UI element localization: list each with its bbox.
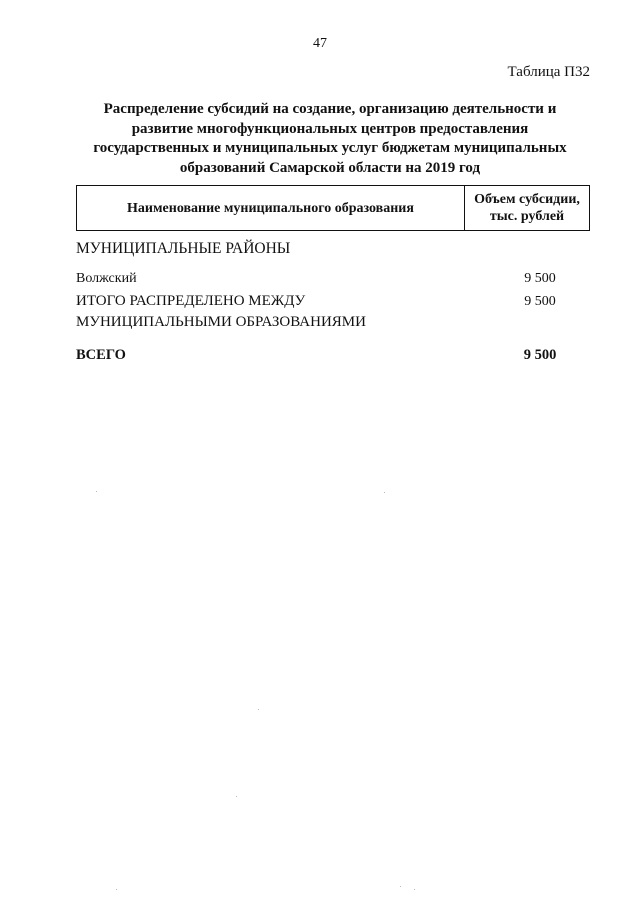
title-line: развитие многофункциональных центров предоставления <box>131 120 529 137</box>
column-header-value <box>465 186 589 230</box>
scan-speck <box>384 492 385 493</box>
subtotal-name-line: ИТОГО РАСПРЕДЕЛЕНО МЕЖДУ <box>76 293 306 309</box>
title-line: образований Самарской области на 2019 год <box>179 159 481 176</box>
title-line: государственных и муниципальных услуг бюджетам муниципальных <box>93 140 567 156</box>
total-name: ВСЕГО <box>76 347 126 363</box>
page-number: 47 <box>313 36 327 51</box>
scan-speck <box>400 886 401 887</box>
column-header-value-line: Объем субсидии, <box>474 192 580 207</box>
subtotal-value: 9 500 <box>524 294 556 309</box>
total-value: 9 500 <box>523 347 557 363</box>
document-title <box>70 100 590 178</box>
column-header-value-line: тыс. рублей <box>489 209 565 224</box>
scan-speck <box>258 709 259 710</box>
column-header-name: Наименование муниципального образования <box>77 186 465 230</box>
scan-speck <box>96 491 97 492</box>
scan-speck <box>116 889 117 890</box>
section-label: МУНИЦИПАЛЬНЫЕ РАЙОНЫ <box>76 240 291 257</box>
table-header <box>76 185 590 231</box>
row-name: Волжский <box>76 271 137 286</box>
scan-speck <box>236 796 237 797</box>
scan-speck <box>414 889 415 890</box>
subtotal-name-line: МУНИЦИПАЛЬНЫМИ ОБРАЗОВАНИЯМИ <box>76 314 366 330</box>
subtotal-name <box>76 291 476 333</box>
title-line: Распределение субсидий на создание, организацию деятельности и <box>103 101 557 117</box>
table-label: Таблица П32 <box>507 64 590 80</box>
row-value: 9 500 <box>524 271 556 286</box>
